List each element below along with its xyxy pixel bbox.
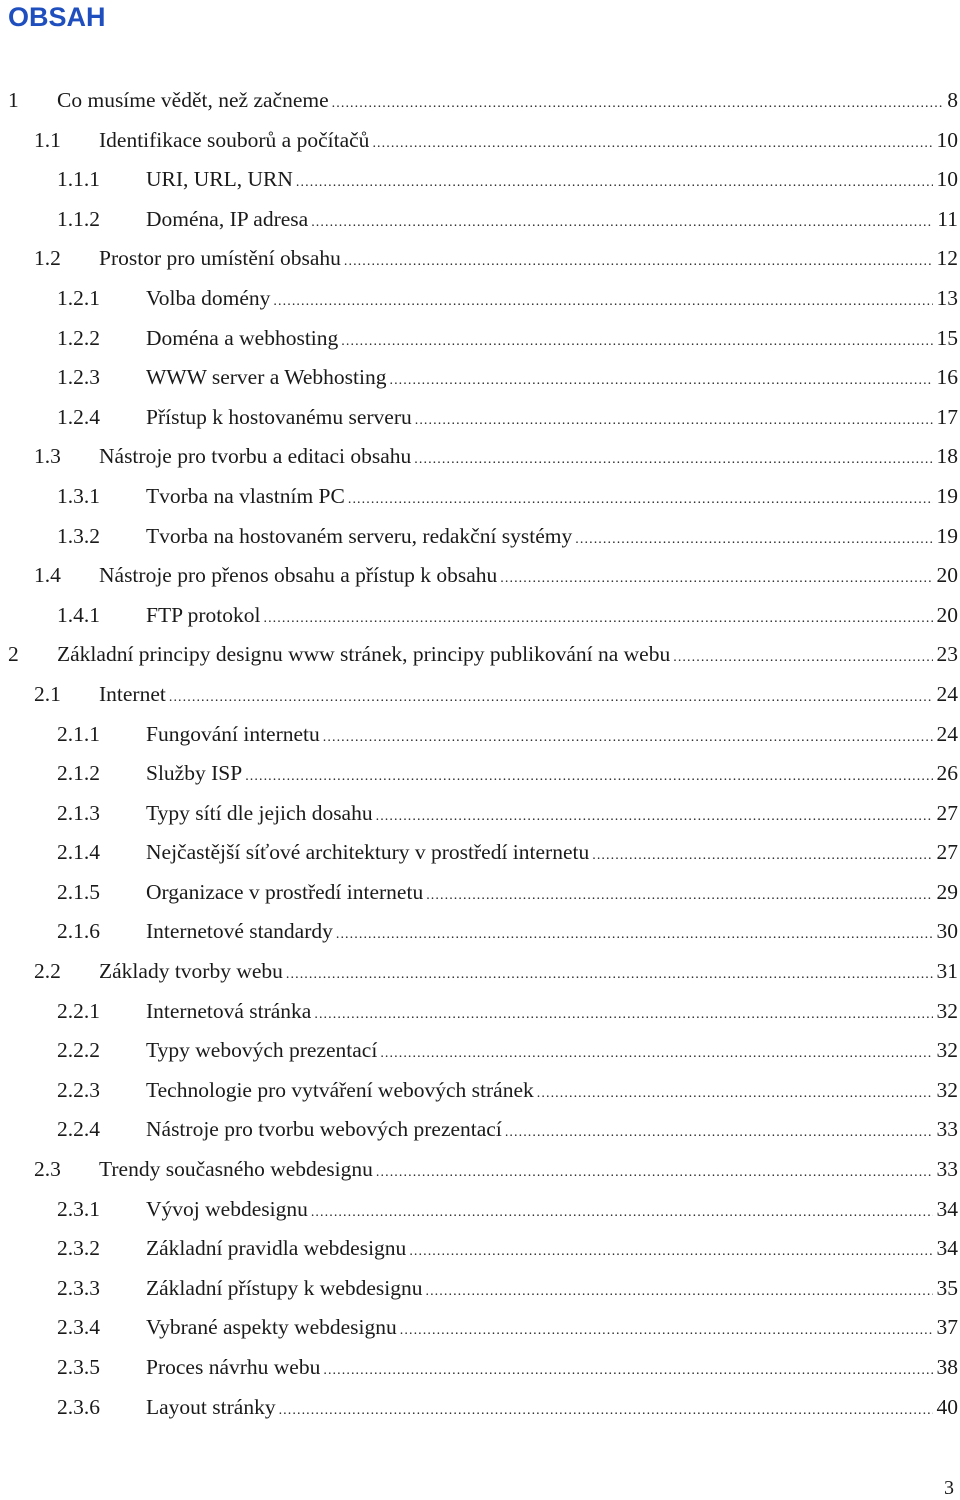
toc-entry-page: 27 [936,840,958,865]
toc-entry-number: 1.2.3 [57,365,100,390]
dot-leader [311,1193,933,1233]
toc-entry-number: 2.1.2 [57,761,100,786]
toc-entry-page: 26 [936,761,958,786]
toc-entry-page: 19 [936,483,958,508]
toc-entry-title: Vývoj webdesignu [146,1196,308,1221]
toc-entry[interactable] [0,318,960,358]
toc-entry[interactable] [0,872,960,912]
dot-leader [296,163,933,203]
toc-entry[interactable] [0,674,960,714]
toc-entry-line [99,436,958,480]
toc-entry-number: 1.3 [34,444,61,469]
dot-leader [245,757,932,797]
toc-entry[interactable] [0,516,960,556]
toc-entry[interactable] [0,714,960,754]
toc-entry-title: Proces návrhu webu [146,1355,321,1379]
toc-entry-page: 19 [936,523,958,548]
toc-entry[interactable] [0,1070,960,1110]
toc-entry-line [146,1268,958,1312]
toc-entry-page: 32 [936,1077,958,1102]
toc-entry-page: 10 [936,167,958,192]
toc-entry-line [57,80,958,124]
dot-leader [500,559,932,599]
toc-entry-number: 1.1.2 [57,206,100,231]
toc-entry-line [146,1189,958,1233]
toc-entry-page: 24 [936,681,958,706]
toc-entry-line [146,397,958,441]
toc-entry-title: Tvorba na vlastním PC [146,483,345,508]
toc-entry[interactable] [0,951,960,991]
toc-entry[interactable] [0,832,960,872]
toc-entry-page: 24 [936,721,958,746]
page-number: 3 [944,1477,954,1499]
toc-entry-line [146,753,958,797]
toc-entry-title: Identifikace souborů a počítačů [99,127,370,152]
toc-entry-number: 1.1 [34,127,61,152]
dot-leader [263,599,932,639]
toc-entry-page: 32 [936,1038,958,1063]
toc-entry-title: Nástroje pro tvorbu a editaci obsahu [99,444,412,469]
toc-entry-page: 10 [936,127,958,152]
toc-entry[interactable] [0,436,960,476]
dot-leader [376,797,933,837]
dot-leader [336,915,933,955]
toc-entry-line [146,595,958,639]
toc-entry-number: 2.2.1 [57,998,100,1023]
dot-leader [286,955,933,995]
toc-entry-page: 40 [936,1394,958,1419]
toc-entry-title: Trendy současného webdesignu [99,1157,373,1182]
dot-leader [169,678,933,718]
toc-entry-number: 1.1.1 [57,167,100,192]
toc-entry-number: 1.2 [34,246,61,271]
dot-leader [400,1311,933,1351]
toc-entry-number: 2.1.3 [57,800,100,825]
toc-entry-line [146,832,958,876]
toc-entry-page: 20 [936,602,958,627]
toc-entry[interactable] [0,476,960,516]
toc-entry-number: 1.2.1 [57,285,100,310]
dot-leader [575,520,932,560]
toc-entry-page: 18 [936,444,958,469]
dot-leader [273,282,932,322]
toc-entry-line [146,199,958,243]
dot-leader [380,1034,932,1074]
toc-entry-page: 30 [936,919,958,944]
toc-entry-number: 2.3.4 [57,1315,100,1340]
toc-entry[interactable] [0,120,960,160]
toc-entry[interactable] [0,911,960,951]
toc-entry-line [146,357,958,401]
toc-entry-line [146,1070,958,1114]
dot-leader [505,1113,933,1153]
dot-leader [341,322,932,362]
dot-leader [425,1272,932,1312]
toc-entry[interactable] [0,753,960,793]
toc-entry-number: 1.4 [34,563,61,588]
toc-entry-title: Prostor pro umístění obsahu [99,246,341,271]
toc-entry-number: 1.3.1 [57,483,100,508]
toc-entry-number: 2.2.2 [57,1038,100,1063]
toc-entry-line [146,1307,958,1351]
dot-leader [414,440,932,480]
toc-entry-page: 38 [936,1355,958,1379]
toc-entry-title: Přístup k hostovanému serveru [146,404,412,429]
toc-entry-line [146,318,958,362]
toc-entry[interactable] [0,1387,960,1427]
toc-entry-number: 1 [8,88,19,112]
toc-entry-page: 12 [936,246,958,271]
toc-entry-line [146,1347,958,1391]
toc-entry-page: 20 [936,563,958,588]
toc-entry-line [146,1228,958,1272]
dot-leader [372,124,932,164]
dot-leader [592,836,932,876]
toc-entry-page: 37 [936,1315,958,1340]
toc-entry-page: 11 [937,206,958,231]
dot-leader [415,401,933,441]
toc-entry-title: Technologie pro vytváření webových stránek [146,1077,534,1102]
toc-entry[interactable] [0,991,960,1031]
toc-entry-number: 2.3.1 [57,1196,100,1221]
toc-entry-line [146,911,958,955]
toc-entry-title: Základy tvorby webu [99,959,283,984]
toc-entry-title: Vybrané aspekty webdesignu [146,1315,397,1340]
toc-entry-number: 2.1.1 [57,721,100,746]
toc-entry[interactable] [0,199,960,239]
toc-entry-page: 29 [936,879,958,904]
toc-entry-page: 13 [936,285,958,310]
toc-entry-title: Základní přístupy k webdesignu [146,1275,423,1300]
toc-entry-line [146,278,958,322]
dot-leader [311,203,933,243]
dot-leader [332,84,944,124]
toc-entry-number: 1.3.2 [57,523,100,548]
toc-entry[interactable] [0,793,960,833]
toc-entry-number: 2.2.4 [57,1117,100,1142]
toc-entry-number: 2.3.2 [57,1236,100,1261]
toc-entry-title: Fungování internetu [146,721,320,746]
toc-entry-line [146,159,958,203]
toc-entry-title: WWW server a Webhosting [146,365,387,390]
toc-entry-line [146,1109,958,1153]
toc-entry-title: Doména, IP adresa [146,206,309,231]
toc-entry-title: Základní pravidla webdesignu [146,1236,407,1261]
toc-entry-number: 2.1.5 [57,879,100,904]
toc-entry-title: Internetové standardy [146,919,333,944]
toc-entry-title: Typy webových prezentací [146,1038,378,1063]
toc-entry-title: Nejčastější síťové architektury v prostředí internetu [146,840,590,865]
toc-entry-number: 2.3 [34,1157,61,1182]
toc-entry-title: Tvorba na hostovaném serveru, redakční systémy [146,523,573,548]
toc-entry-number: 2.1.4 [57,840,100,865]
toc-entry-title: Nástroje pro přenos obsahu a přístup k obsahu [99,563,498,588]
toc-entry-page: 15 [936,325,958,350]
dot-leader [314,995,932,1035]
toc-heading: OBSAH [8,2,106,32]
toc-entry-title: Internetová stránka [146,998,312,1023]
toc-entry[interactable] [0,1030,960,1070]
toc-entry-title: Typy sítí dle jejich dosahu [146,800,373,825]
toc-entry-page: 16 [936,365,958,390]
toc-entry-number: 2.2.3 [57,1077,100,1102]
toc-entry[interactable] [0,1189,960,1229]
dot-leader [279,1391,933,1431]
toc-entry-line [146,1387,958,1431]
toc-entry[interactable] [0,159,960,199]
toc-entry-line [99,674,958,718]
toc-entry-page: 33 [936,1157,958,1182]
toc-entry-page: 8 [947,88,958,112]
toc-entry-number: 2.1 [34,681,61,706]
toc-entry-title: URI, URL, URN [146,167,293,192]
toc-entry-line [146,991,958,1035]
table-of-contents [0,80,960,1426]
toc-entry-line [57,634,958,678]
toc-entry-title: Služby ISP [146,761,243,786]
toc-entry-page: 31 [936,959,958,984]
toc-entry-number: 1.2.2 [57,325,100,350]
toc-entry[interactable] [0,1109,960,1149]
toc-entry-number: 2.3.5 [57,1355,100,1379]
toc-entry-page: 33 [936,1117,958,1142]
toc-entry-line [99,1149,958,1193]
toc-entry-line [146,476,958,520]
toc-entry-number: 1.4.1 [57,602,100,627]
toc-entry-title: Co musíme vědět, než začneme [57,88,329,112]
toc-entry[interactable] [0,555,960,595]
toc-entry-line [146,516,958,560]
toc-entry-page: 35 [936,1275,958,1300]
toc-entry-title: Internet [99,681,166,706]
toc-entry[interactable] [0,1307,960,1347]
dot-leader [426,876,932,916]
toc-entry[interactable] [0,634,960,674]
toc-entry-page: 23 [936,642,958,667]
dot-leader [673,638,932,678]
dot-leader [537,1074,933,1114]
toc-entry-line [99,951,958,995]
toc-entry-page: 17 [936,404,958,429]
toc-entry-line [99,120,958,164]
toc-entry[interactable] [0,1268,960,1308]
toc-entry[interactable] [0,1347,960,1387]
toc-entry-title: Organizace v prostředí internetu [146,879,424,904]
toc-entry[interactable] [0,357,960,397]
toc-entry[interactable] [0,1149,960,1189]
toc-entry[interactable] [0,1228,960,1268]
dot-leader [344,242,933,282]
toc-entry-number: 2.3.6 [57,1394,100,1419]
toc-entry-line [99,555,958,599]
dot-leader [376,1153,933,1193]
toc-entry-number: 2 [8,642,19,667]
toc-entry[interactable] [0,238,960,278]
toc-entry[interactable] [0,80,960,120]
toc-entry-title: Volba domény [146,285,271,310]
toc-entry[interactable] [0,397,960,437]
toc-entry-page: 27 [936,800,958,825]
toc-entry-page: 34 [936,1196,958,1221]
toc-entry-title: Doména a webhosting [146,325,339,350]
toc-entry-line [146,872,958,916]
dot-leader [389,361,932,401]
toc-entry-number: 1.2.4 [57,404,100,429]
toc-entry-page: 34 [936,1236,958,1261]
dot-leader [323,718,933,758]
toc-entry-title: Nástroje pro tvorbu webových prezentací [146,1117,502,1142]
dot-leader [348,480,933,520]
toc-entry-line [99,238,958,282]
toc-entry[interactable] [0,278,960,318]
toc-entry[interactable] [0,595,960,635]
dot-leader [323,1351,932,1391]
toc-entry-line [146,1030,958,1074]
toc-entry-number: 2.1.6 [57,919,100,944]
toc-entry-title: Layout stránky [146,1394,276,1419]
toc-entry-number: 2.3.3 [57,1275,100,1300]
toc-entry-line [146,793,958,837]
toc-entry-title: FTP protokol [146,602,261,627]
toc-entry-title: Základní principy designu www stránek, principy publikování na webu [57,642,671,667]
toc-entry-line [146,714,958,758]
toc-entry-page: 32 [936,998,958,1023]
dot-leader [409,1232,932,1272]
toc-entry-number: 2.2 [34,959,61,984]
